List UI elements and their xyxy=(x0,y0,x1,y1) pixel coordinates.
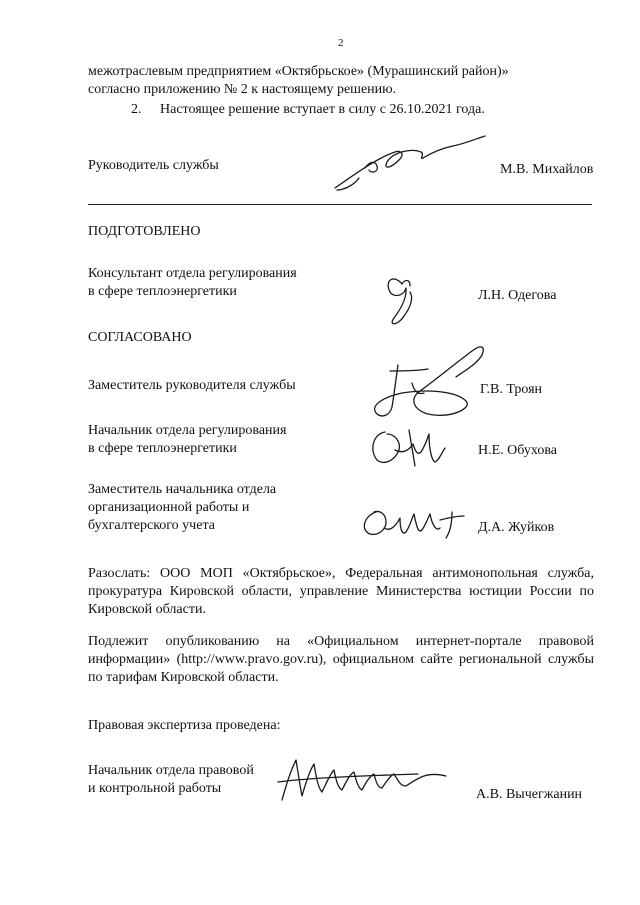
signer-3-signature xyxy=(356,498,476,548)
separator-line xyxy=(88,204,592,205)
signer-3-position-line-3: бухгалтерского учета xyxy=(88,518,215,533)
signer-3-name: Д.А. Жуйков xyxy=(478,520,555,535)
distribution-text: Разослать: ООО МОП «Октябрьское», Федеральная антимонопольная служба, прокуратура Кировской области, управление Министерства юстиции России по Кировской области. xyxy=(88,566,594,617)
publication-text: Подлежит опубликованию на «Официальном интернет-портале правовой информации» (http://www.pravo.gov.ru), официальном сайте региональной службы по тарифам Кировской области. xyxy=(88,634,594,685)
prepared-heading: ПОДГОТОВЛЕНО xyxy=(88,224,201,239)
signer-2-position-line-1: Начальник отдела регулирования xyxy=(88,423,287,438)
signer-2-signature xyxy=(365,420,455,470)
prepared-name: Л.Н. Одегова xyxy=(478,288,557,303)
signer-1-name: Г.В. Троян xyxy=(480,382,543,397)
signer-1-signature xyxy=(368,335,498,425)
legal-position-line-1: Начальник отдела правовой xyxy=(88,763,254,778)
head-signature xyxy=(325,132,495,202)
prepared-signature xyxy=(380,268,440,328)
head-position: Руководитель службы xyxy=(88,158,219,173)
intro-line-2: согласно приложению № 2 к настоящему решению. xyxy=(88,82,397,97)
intro-line-1: межотраслевым предприятием «Октябрьское» (Мурашинский район)» xyxy=(88,64,509,79)
signer-1-position-line-1: Заместитель руководителя службы xyxy=(88,378,296,393)
head-name: М.В. Михайлов xyxy=(500,162,594,177)
signer-2-position-line-2: в сфере теплоэнергетики xyxy=(88,441,237,456)
agreed-heading: СОГЛАСОВАНО xyxy=(88,330,192,345)
legal-review-heading: Правовая экспертиза проведена: xyxy=(88,718,281,733)
prepared-position-line-2: в сфере теплоэнергетики xyxy=(88,284,237,299)
legal-name: А.В. Вычегжанин xyxy=(476,787,583,802)
signer-3-position-line-2: организационной работы и xyxy=(88,500,250,515)
prepared-position-line-1: Консультант отдела регулирования xyxy=(88,266,297,281)
item-2-number: 2. xyxy=(131,102,142,117)
item-2-text: Настоящее решение вступает в силу с 26.10.2021 года. xyxy=(160,102,485,117)
legal-position-line-2: и контрольной работы xyxy=(88,781,222,796)
signer-2-name: Н.Е. Обухова xyxy=(478,443,557,458)
page-number: 2 xyxy=(338,37,344,49)
legal-signature xyxy=(268,752,458,812)
signer-3-position-line-1: Заместитель начальника отдела xyxy=(88,482,277,497)
